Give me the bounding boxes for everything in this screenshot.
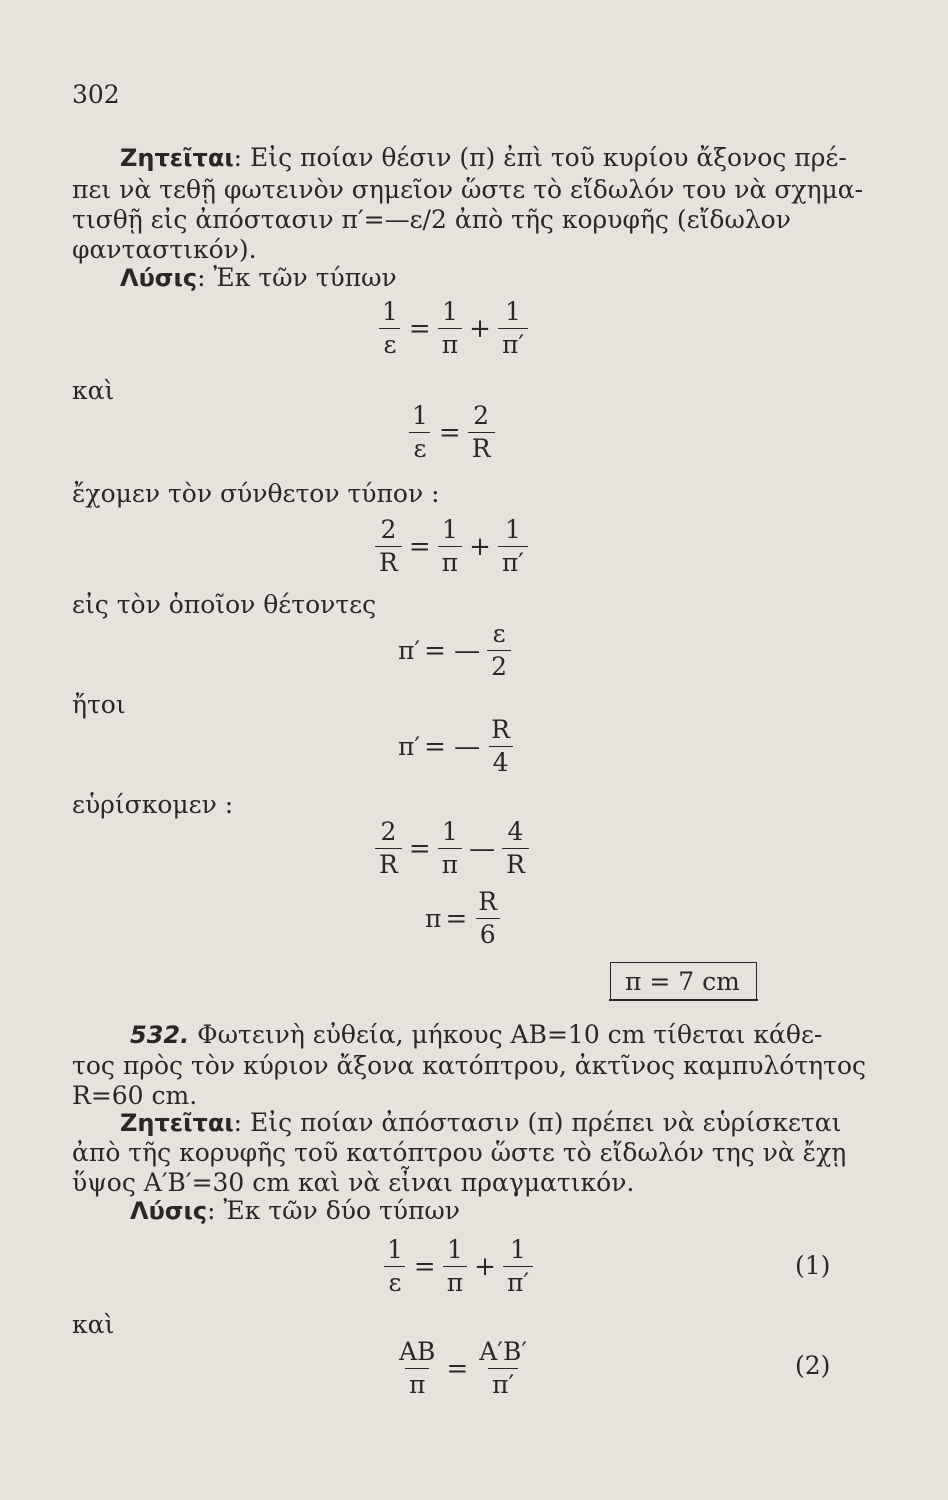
- answer-box: π = 7 cm: [610, 962, 757, 999]
- fraction: $\frac{1}{\pi'}$: [503, 1236, 533, 1297]
- solution-line: [120, 263, 397, 293]
- ask-text: : Εἰς ποίαν θέσιν (π) ἐπὶ τοῦ κυρίου ἄξονος πρέ-: [233, 143, 847, 172]
- fraction: $\frac{1}{\varepsilon}$: [378, 298, 402, 359]
- solved-equation: $\frac{2}{R}$ = $\frac{1}{\pi}$ — $\frac{4}{R}$: [372, 818, 532, 879]
- ask-label: Ζητεῖται: [120, 1109, 234, 1137]
- page-number: 302: [72, 80, 120, 109]
- problem-532-solution-line: [130, 1196, 460, 1226]
- problem-532-line-1: [130, 1020, 822, 1050]
- connector-kai: καὶ: [72, 376, 115, 405]
- fraction: $\frac{2}{R}$: [468, 402, 495, 463]
- connector-echomen: ἔχομεν τὸν σύνθετον τύπον :: [72, 479, 440, 508]
- problem-line-4: φανταστικόν).: [72, 235, 257, 264]
- problem-532-line-3: R=60 cm.: [72, 1081, 198, 1110]
- result-equation: π = $\frac{R}{6}$: [425, 888, 504, 949]
- solution-text: : Ἐκ τῶν δύο τύπων: [207, 1196, 460, 1225]
- fraction: $\frac{2}{R}$: [375, 818, 402, 879]
- combined-equation: $\frac{2}{R}$ = $\frac{1}{\pi}$ + $\frac{1}{\pi'}$: [372, 516, 531, 577]
- fraction: $\frac{1}{\pi'}$: [498, 298, 528, 359]
- problem-532-line-2: τος πρὸς τὸν κύριον ἄξονα κατόπτρου, ἀκτῖνος καμπυλότητος: [72, 1051, 867, 1080]
- fraction: $\frac{4}{R}$: [502, 818, 529, 879]
- fraction: $\frac{1}{\pi}$: [443, 1236, 467, 1297]
- mirror-equation: $\frac{1}{\varepsilon}$ = $\frac{1}{\pi}$ + $\frac{1}{\pi'}$: [375, 298, 531, 359]
- fraction: $\frac{R}{4}$: [487, 716, 514, 777]
- ask-text: : Εἰς ποίαν ἀπόστασιν (π) πρέπει νὰ εὑρίσκεται: [233, 1108, 842, 1137]
- problem-line-3: τισθῇ εἰς ἀπόστασιν π′=—ε/2 ἀπὸ τῆς κορυφῆς (εἴδωλον: [72, 205, 791, 234]
- equation-tag-2: (2): [795, 1351, 831, 1380]
- fraction: $\frac{1}{\pi}$: [438, 818, 462, 879]
- fraction: $\frac{1}{\varepsilon}$: [408, 402, 432, 463]
- fraction: $\frac{A'B'}{\pi'}$: [479, 1337, 528, 1399]
- connector-eurisk: εὑρίσκομεν :: [72, 790, 234, 819]
- fraction: $\frac{\varepsilon}{2}$: [487, 620, 511, 681]
- fraction: $\frac{1}{\pi'}$: [498, 516, 528, 577]
- equation-tag-1: (1): [795, 1251, 831, 1280]
- magnification-equation-2: $\frac{AB}{\pi}$ = $\frac{A'B'}{\pi'}$: [392, 1338, 534, 1399]
- solution-label: Λύσις: [130, 1197, 208, 1225]
- connector-eis-ton: εἰς τὸν ὁποῖον θέτοντες: [72, 590, 377, 619]
- problem-number: 532.: [130, 1021, 190, 1049]
- ask-label: Ζητεῖται: [120, 144, 234, 172]
- mirror-equation-1: $\frac{1}{\varepsilon}$ = $\frac{1}{\pi}$ + $\frac{1}{\pi'}$: [380, 1236, 536, 1297]
- problem-532-ask-line-2: ἀπὸ τῆς κορυφῆς τοῦ κατόπτρου ὥστε τὸ εἴδωλόν της νὰ ἔχῃ: [72, 1138, 847, 1167]
- fraction: $\frac{AB}{\pi}$: [399, 1337, 436, 1399]
- problem-line-1: [120, 143, 847, 173]
- substitution-equation: π′ = — $\frac{\varepsilon}{2}$: [398, 620, 514, 681]
- fraction: $\frac{1}{\varepsilon}$: [383, 1236, 407, 1297]
- fraction: $\frac{2}{R}$: [375, 516, 402, 577]
- image-distance-equation: π′ = — $\frac{R}{4}$: [398, 716, 517, 777]
- problem-text: Φωτεινὴ εὐθεία, μήκους ΑΒ=10 cm τίθεται κάθε-: [197, 1020, 823, 1049]
- connector-kai-2: καὶ: [72, 1310, 115, 1339]
- connector-itoi: ἤτοι: [72, 690, 126, 719]
- fraction: $\frac{1}{\pi}$: [438, 516, 462, 577]
- problem-532-ask-line-1: [120, 1108, 841, 1138]
- fraction: $\frac{1}{\pi}$: [438, 298, 462, 359]
- focal-equation: $\frac{1}{\varepsilon}$ = $\frac{2}{R}$: [405, 402, 498, 463]
- fraction: $\frac{R}{6}$: [474, 888, 501, 949]
- problem-line-2: πει νὰ τεθῇ φωτεινὸν σημεῖον ὥστε τὸ εἴδωλόν του νὰ σχημα-: [72, 175, 864, 204]
- problem-532-ask-line-3: ὕψος Α′Β′=30 cm καὶ νὰ εἶναι πραγματικόν.: [72, 1168, 635, 1197]
- solution-text: : Ἐκ τῶν τύπων: [197, 263, 397, 292]
- solution-label: Λύσις: [120, 264, 198, 292]
